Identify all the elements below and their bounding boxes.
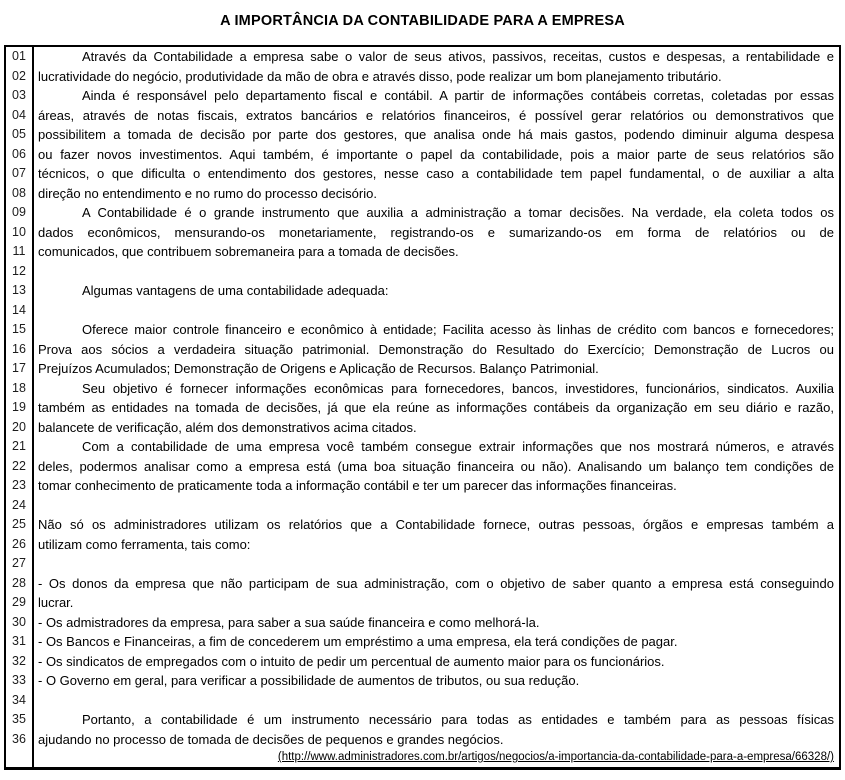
line-number: 27 xyxy=(6,554,34,574)
table-row xyxy=(6,437,839,457)
table-row xyxy=(6,535,839,555)
table-row xyxy=(6,301,839,321)
document-table xyxy=(4,45,841,770)
line-number: 30 xyxy=(6,613,34,633)
line-text: deles, podermos analisar como a empresa está (uma boa situação financeira ou não). Analisando um balanço tem condições de xyxy=(38,458,834,474)
line-text: Ainda é responsável pelo departamento fiscal e contábil. A partir de informações contábeis corretas, coletadas por essas xyxy=(82,88,834,103)
line-number: 17 xyxy=(6,359,34,379)
line-text: Com a contabilidade de uma empresa você também consegue extrair informações que nos mostrará números, e através xyxy=(82,439,834,454)
table-row xyxy=(6,359,839,379)
line-text xyxy=(34,262,839,282)
line-number: 23 xyxy=(6,476,34,496)
line-number: 07 xyxy=(6,164,34,184)
table-row xyxy=(6,223,839,243)
line-text: ou fazer novos investimentos. Aqui também, é importante o papel da contabilidade, pois a maior parte de seus relatórios são xyxy=(38,146,834,162)
line-number: 08 xyxy=(6,184,34,204)
line-number: 20 xyxy=(6,418,34,438)
line-text: balancete de verificação, além dos demonstrativos acima citados. xyxy=(38,419,417,435)
table-row xyxy=(6,262,839,282)
line-text: - Os donos da empresa que não participam de sua administração, com o objetivo de saber quanto a empresa está conseguindo xyxy=(38,575,834,591)
line-number: 11 xyxy=(6,242,34,262)
table-row xyxy=(6,106,839,126)
line-number: 06 xyxy=(6,145,34,165)
line-number: 16 xyxy=(6,340,34,360)
line-number: 03 xyxy=(6,86,34,106)
table-row xyxy=(6,671,839,691)
source-line xyxy=(34,749,839,767)
line-text: também as entidades na tomada de decisões, já que ela reúne as informações contábeis da organização em seu diário e razão, xyxy=(38,400,834,415)
line-number: 15 xyxy=(6,320,34,340)
table-row xyxy=(6,398,839,418)
line-number: 05 xyxy=(6,125,34,145)
line-text: comunicados, que contribuem sobremaneira para a tomada de decisões. xyxy=(38,244,459,259)
line-text: lucrar. xyxy=(38,595,74,610)
line-text: utilizam como ferramenta, tais como: xyxy=(38,536,251,552)
line-text: Portanto, a contabilidade é um instrumento necessário para todas as entidades e também para as pessoas físicas xyxy=(82,712,834,727)
source-link[interactable]: (http://www.administradores.com.br/artigos/negocios/a-importancia-da-contabilidade-para-a-empresa/66328/) xyxy=(277,751,834,763)
line-text: dados econômicos, mensurando-os monetariamente, registrando-os e sumarizando-os em forma de relatórios ou de xyxy=(38,224,834,240)
table-row xyxy=(6,340,839,360)
line-text xyxy=(34,554,839,574)
line-number: 22 xyxy=(6,457,34,477)
line-text: - Os admistradores da empresa, para saber a sua saúde financeira e como melhorá-la. xyxy=(38,614,540,630)
table-row xyxy=(6,710,839,730)
page-title: A IMPORTÂNCIA DA CONTABILIDADE PARA A EMPRESA xyxy=(220,13,625,29)
table-row xyxy=(6,515,839,535)
line-text: técnicos, o que dificulta o entendimento dos gestores, nesse caso a contabilidade tem papel fundamental, o de auxiliar a alta xyxy=(38,166,834,181)
line-number: 19 xyxy=(6,398,34,418)
line-number: 31 xyxy=(6,632,34,652)
line-number: 34 xyxy=(6,691,34,711)
table-row xyxy=(6,67,839,87)
table-row xyxy=(6,574,839,594)
line-text: ajudando no processo de tomada de decisões de pequenos e grandes negócios. xyxy=(38,731,504,747)
line-text: - O Governo em geral, para verificar a possibilidade de aumentos de tributos, ou sua redução. xyxy=(38,673,580,688)
table-row xyxy=(6,496,839,516)
line-number: 10 xyxy=(6,223,34,243)
line-number: 01 xyxy=(6,47,34,67)
line-text: Prejuízos Acumulados; Demonstração de Origens e Aplicação de Recursos. Balanço Patrimonial. xyxy=(38,361,599,376)
line-number: 36 xyxy=(6,730,34,750)
line-number: 18 xyxy=(6,379,34,399)
line-text: Através da Contabilidade a empresa sabe o valor de seus ativos, passivos, receitas, custos e despesas, a rentabilidade e xyxy=(82,49,834,64)
table-row xyxy=(6,320,839,340)
table-row xyxy=(6,125,839,145)
table-row xyxy=(6,457,839,477)
line-number: 29 xyxy=(6,593,34,613)
line-number: 28 xyxy=(6,574,34,594)
line-text: Algumas vantagens de uma contabilidade adequada: xyxy=(82,283,389,298)
table-row xyxy=(6,652,839,672)
line-text: áreas, através de notas fiscais, extratos bancários e relatórios financeiros, é possível gerar relatórios ou demonstrativos que xyxy=(38,107,834,123)
line-text xyxy=(34,691,839,711)
line-number-blank xyxy=(6,749,34,767)
table-row xyxy=(6,593,839,613)
line-text: - Os Bancos e Financeiras, a fim de concederem um empréstimo a uma empresa, ela terá condições de pagar. xyxy=(38,634,678,649)
line-number: 02 xyxy=(6,67,34,87)
line-number: 21 xyxy=(6,437,34,457)
table-row xyxy=(6,379,839,399)
table-row xyxy=(6,554,839,574)
line-number: 32 xyxy=(6,652,34,672)
line-number: 04 xyxy=(6,106,34,126)
line-number: 35 xyxy=(6,710,34,730)
table-row xyxy=(6,86,839,106)
line-text: - Os sindicatos de empregados com o intuito de pedir um percentual de aumento maior para os funcionários. xyxy=(38,653,665,669)
table-row xyxy=(6,184,839,204)
line-text: Seu objetivo é fornecer informações econômicas para fornecedores, bancos, investidores, funcionários, sindicatos. Auxilia xyxy=(82,380,834,396)
line-text: tomar conhecimento de praticamente toda a informação contábil e ter um parecer das informações financeiras. xyxy=(38,478,677,493)
table-row xyxy=(6,164,839,184)
line-text: Não só os administradores utilizam os relatórios que a Contabilidade fornece, outras pessoas, órgãos e empresas também a xyxy=(38,517,834,532)
line-text xyxy=(34,496,839,516)
table-row xyxy=(6,203,839,223)
line-text xyxy=(34,301,839,321)
line-text: possibilitem a tomada de decisão por parte dos gestores, que analisa onde há mais gastos, podendo diminuir alguma despesa xyxy=(38,127,834,142)
table-row xyxy=(6,476,839,496)
line-number: 24 xyxy=(6,496,34,516)
table-row xyxy=(6,47,839,67)
line-number: 14 xyxy=(6,301,34,321)
table-row xyxy=(6,281,839,301)
line-text: A Contabilidade é o grande instrumento que auxilia a administração a tomar decisões. Na verdade, ela coleta todos os xyxy=(82,205,834,220)
line-text: Prova aos sócios a verdadeira situação patrimonial. Demonstração do Resultado do Exercício; Demonstração de Lucros ou xyxy=(38,341,834,357)
table-row xyxy=(6,730,839,750)
table-row xyxy=(6,242,839,262)
line-number: 13 xyxy=(6,281,34,301)
table-row xyxy=(6,632,839,652)
line-text: direção no entendimento e no rumo do processo decisório. xyxy=(38,185,377,201)
table-row xyxy=(6,691,839,711)
line-number: 25 xyxy=(6,515,34,535)
line-number: 26 xyxy=(6,535,34,555)
table-row xyxy=(6,418,839,438)
line-text: Oferece maior controle financeiro e econômico à entidade; Facilita acesso às linhas de crédito com bancos e fornecedores; xyxy=(82,322,834,337)
line-number: 12 xyxy=(6,262,34,282)
table-row xyxy=(6,613,839,633)
line-number: 33 xyxy=(6,671,34,691)
line-number: 09 xyxy=(6,203,34,223)
table-row-source xyxy=(6,749,839,767)
line-text: lucratividade do negócio, produtividade da mão de obra e através disso, pode realizar um bom planejamento tributário. xyxy=(38,68,722,84)
table-row xyxy=(6,145,839,165)
